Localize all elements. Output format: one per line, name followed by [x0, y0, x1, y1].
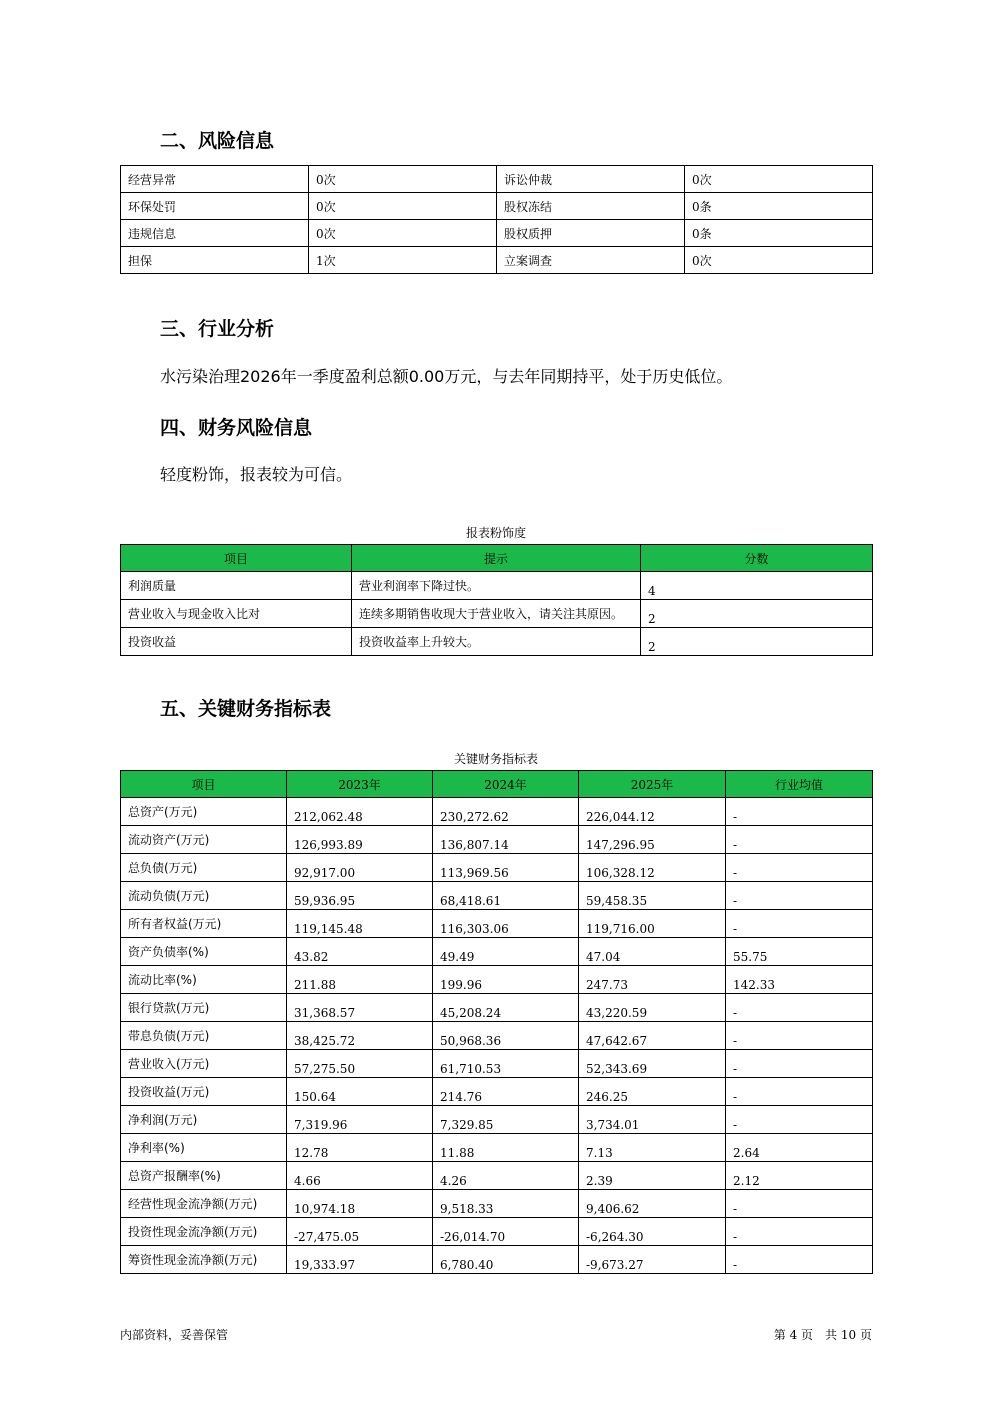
paint-score: 4	[641, 572, 873, 600]
paint-hint: 投资收益率上升较大。	[352, 628, 641, 656]
table-row	[121, 1050, 873, 1078]
metric-value: 4.26	[433, 1162, 579, 1190]
table-row	[121, 910, 873, 938]
metric-value: 226,044.12	[579, 798, 726, 826]
metric-label: 投资收益(万元)	[121, 1078, 287, 1106]
metric-value: 136,807.14	[433, 826, 579, 854]
column-header: 项目	[121, 771, 287, 798]
table-row	[121, 966, 873, 994]
column-header: 分数	[641, 545, 873, 572]
metric-value: 6,780.40	[433, 1246, 579, 1274]
metric-label: 营业收入(万元)	[121, 1050, 287, 1078]
metric-value: -6,264.30	[579, 1218, 726, 1246]
metric-value: 2.64	[726, 1134, 873, 1162]
risk-item: 诉讼仲裁	[497, 166, 685, 193]
metric-value: 214.76	[433, 1078, 579, 1106]
metric-label: 带息负债(万元)	[121, 1022, 287, 1050]
metric-value: 68,418.61	[433, 882, 579, 910]
metric-value: 52,343.69	[579, 1050, 726, 1078]
column-header: 提示	[352, 545, 641, 572]
table-row	[121, 1162, 873, 1190]
metric-value: 45,208.24	[433, 994, 579, 1022]
metric-value: 49.49	[433, 938, 579, 966]
metric-value: -	[726, 1190, 873, 1218]
metric-value: 12.78	[287, 1134, 433, 1162]
metric-value: 147,296.95	[579, 826, 726, 854]
metric-value: 106,328.12	[579, 854, 726, 882]
metric-value: 142.33	[726, 966, 873, 994]
paint-score: 2	[641, 628, 873, 656]
metric-value: -	[726, 882, 873, 910]
footer-page-number: 第 4 页 共 10 页	[773, 1328, 872, 1342]
column-header: 2025年	[579, 771, 726, 798]
metric-value: 19,333.97	[287, 1246, 433, 1274]
metric-value: 43,220.59	[579, 994, 726, 1022]
risk-item: 违规信息	[121, 220, 309, 247]
key-table-head	[121, 771, 873, 798]
page-current: 4	[789, 1328, 798, 1342]
table-row	[121, 854, 873, 882]
metric-label: 流动负债(万元)	[121, 882, 287, 910]
risk-count: 1次	[309, 247, 497, 274]
table-row	[121, 798, 873, 826]
table-row	[121, 220, 873, 247]
metric-value: 119,145.48	[287, 910, 433, 938]
paint-table	[120, 544, 873, 656]
metric-value: 92,917.00	[287, 854, 433, 882]
risk-item: 股权冻结	[497, 193, 685, 220]
metric-value: 119,716.00	[579, 910, 726, 938]
metric-label: 净利率(%)	[121, 1134, 287, 1162]
metric-label: 投资性现金流净额(万元)	[121, 1218, 287, 1246]
metric-value: 7,329.85	[433, 1106, 579, 1134]
metric-label: 银行贷款(万元)	[121, 994, 287, 1022]
metric-value: -27,475.05	[287, 1218, 433, 1246]
metric-value: -	[726, 1078, 873, 1106]
metric-value: 61,710.53	[433, 1050, 579, 1078]
risk-count: 0条	[685, 193, 873, 220]
risk-item: 股权质押	[497, 220, 685, 247]
metric-value: -	[726, 1106, 873, 1134]
metric-value: 212,062.48	[287, 798, 433, 826]
metric-label: 总负债(万元)	[121, 854, 287, 882]
risk-item: 担保	[121, 247, 309, 274]
metric-label: 总资产报酬率(%)	[121, 1162, 287, 1190]
metric-value: -	[726, 798, 873, 826]
metric-value: 10,974.18	[287, 1190, 433, 1218]
metric-value: -	[726, 1218, 873, 1246]
metric-value: 43.82	[287, 938, 433, 966]
metric-value: 47,642.67	[579, 1022, 726, 1050]
risk-count: 0条	[685, 220, 873, 247]
paint-table-head	[121, 545, 873, 572]
paint-item: 投资收益	[121, 628, 352, 656]
risk-item: 环保处罚	[121, 193, 309, 220]
table-row	[121, 247, 873, 274]
metric-value: -	[726, 854, 873, 882]
footer-confidential: 内部资料，妥善保管	[120, 1328, 229, 1342]
table-row	[121, 826, 873, 854]
metric-value: 116,303.06	[433, 910, 579, 938]
page-total: 10	[840, 1328, 857, 1342]
section-title-industry: 三、行业分析	[160, 318, 275, 340]
metric-label: 资产负债率(%)	[121, 938, 287, 966]
metric-value: 2.39	[579, 1162, 726, 1190]
risk-count: 0次	[685, 247, 873, 274]
column-header: 2024年	[433, 771, 579, 798]
risk-count: 0次	[685, 166, 873, 193]
table-row	[121, 1078, 873, 1106]
table-row	[121, 193, 873, 220]
table-row	[121, 628, 873, 656]
table-row	[121, 1022, 873, 1050]
metric-value: 199.96	[433, 966, 579, 994]
metric-value: -	[726, 1022, 873, 1050]
metric-value: -	[726, 1246, 873, 1274]
table-row	[121, 882, 873, 910]
metric-value: 7,319.96	[287, 1106, 433, 1134]
column-header: 2023年	[287, 771, 433, 798]
metric-value: 246.25	[579, 1078, 726, 1106]
key-financial-table	[120, 770, 873, 1274]
metric-value: 9,518.33	[433, 1190, 579, 1218]
metric-value: 3,734.01	[579, 1106, 726, 1134]
table-row	[121, 572, 873, 600]
metric-value: 113,969.56	[433, 854, 579, 882]
metric-value: -9,673.27	[579, 1246, 726, 1274]
metric-value: 211.88	[287, 966, 433, 994]
metric-value: 150.64	[287, 1078, 433, 1106]
metric-value: 2.12	[726, 1162, 873, 1190]
table-row	[121, 1190, 873, 1218]
metric-label: 筹资性现金流净额(万元)	[121, 1246, 287, 1274]
metric-value: 50,968.36	[433, 1022, 579, 1050]
metric-value: 11.88	[433, 1134, 579, 1162]
risk-item: 经营异常	[121, 166, 309, 193]
metric-value: 7.13	[579, 1134, 726, 1162]
metric-value: -	[726, 994, 873, 1022]
risk-item: 立案调查	[497, 247, 685, 274]
industry-text: 水污染治理2026年一季度盈利总额0.00万元，与去年同期持平，处于历史低位。	[160, 367, 733, 386]
metric-value: -26,014.70	[433, 1218, 579, 1246]
metric-value: 59,458.35	[579, 882, 726, 910]
metric-value: 57,275.50	[287, 1050, 433, 1078]
metric-value: -	[726, 826, 873, 854]
paint-item: 利润质量	[121, 572, 352, 600]
paint-table-caption: 报表粉饰度	[465, 526, 526, 540]
metric-value: 126,993.89	[287, 826, 433, 854]
metric-value: 247.73	[579, 966, 726, 994]
key-table-caption: 关键财务指标表	[453, 752, 538, 766]
risk-table-body	[121, 166, 873, 274]
metric-value: 4.66	[287, 1162, 433, 1190]
paint-hint: 营业利润率下降过快。	[352, 572, 641, 600]
risk-count: 0次	[309, 166, 497, 193]
metric-label: 所有者权益(万元)	[121, 910, 287, 938]
metric-value: 59,936.95	[287, 882, 433, 910]
metric-value: 230,272.62	[433, 798, 579, 826]
financial-risk-text: 轻度粉饰，报表较为可信。	[160, 465, 353, 484]
column-header: 行业均值	[726, 771, 873, 798]
paint-table-body	[121, 572, 873, 656]
metric-value: 9,406.62	[579, 1190, 726, 1218]
risk-table	[120, 165, 873, 274]
column-header: 项目	[121, 545, 352, 572]
metric-label: 净利润(万元)	[121, 1106, 287, 1134]
section-title-key-financials: 五、关键财务指标表	[160, 698, 332, 720]
key-table-body	[121, 798, 873, 1274]
table-row	[121, 1246, 873, 1274]
table-row	[121, 1106, 873, 1134]
metric-label: 流动资产(万元)	[121, 826, 287, 854]
paint-item: 营业收入与现金收入比对	[121, 600, 352, 628]
metric-label: 经营性现金流净额(万元)	[121, 1190, 287, 1218]
table-row	[121, 166, 873, 193]
metric-value: -	[726, 910, 873, 938]
metric-value: 31,368.57	[287, 994, 433, 1022]
table-row	[121, 994, 873, 1022]
risk-count: 0次	[309, 220, 497, 247]
table-row	[121, 1134, 873, 1162]
paint-score: 2	[641, 600, 873, 628]
metric-label: 总资产(万元)	[121, 798, 287, 826]
metric-value: 38,425.72	[287, 1022, 433, 1050]
risk-count: 0次	[309, 193, 497, 220]
metric-value: -	[726, 1050, 873, 1078]
metric-value: 47.04	[579, 938, 726, 966]
paint-hint: 连续多期销售收现大于营业收入，请关注其原因。	[352, 600, 641, 628]
metric-value: 55.75	[726, 938, 873, 966]
section-title-risk: 二、风险信息	[160, 130, 275, 152]
metric-label: 流动比率(%)	[121, 966, 287, 994]
section-title-financial-risk: 四、财务风险信息	[160, 417, 313, 439]
table-row	[121, 600, 873, 628]
table-row	[121, 1218, 873, 1246]
table-row	[121, 938, 873, 966]
